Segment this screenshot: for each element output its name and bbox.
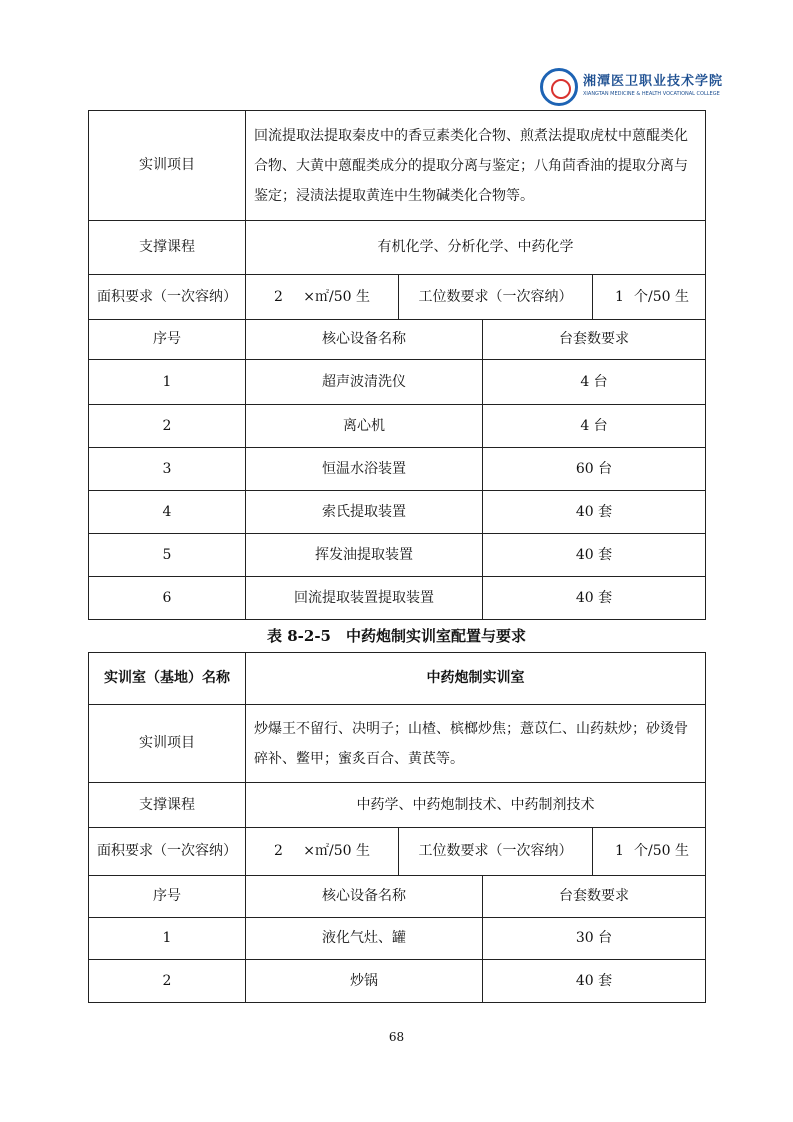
- station-num: 1: [615, 288, 624, 305]
- row-equipment: 恒温水浴装置: [246, 448, 483, 491]
- table-row: [89, 960, 706, 1003]
- area-unit: ×㎡/50 生: [303, 288, 370, 305]
- col-qty-header: 台套数要求: [483, 876, 706, 918]
- room-name: 中药炮制实训室: [246, 653, 706, 705]
- lab-config-table-1: [88, 110, 706, 620]
- row-no: 2: [89, 405, 246, 448]
- row-qty: 40 套: [483, 534, 706, 577]
- table-row: [89, 653, 706, 705]
- station-value: [593, 843, 705, 860]
- area-unit: ×㎡/50 生: [303, 843, 370, 860]
- course-label: 支撑课程: [89, 783, 246, 828]
- row-qty: 30 台: [483, 918, 706, 960]
- table-row: [89, 783, 706, 828]
- project-text: 炒爆王不留行、决明子；山楂、槟榔炒焦；薏苡仁、山药麸炒；砂烫骨碎补、鳖甲；蜜炙百合、黄芪等。: [246, 705, 706, 783]
- project-label: 实训项目: [89, 111, 246, 221]
- table-row: [89, 448, 706, 491]
- course-text: 有机化学、分析化学、中药化学: [246, 221, 706, 275]
- area-value: [246, 828, 399, 876]
- logo-english-name: XIANGTAN MEDICINE & HEALTH VOCATIONAL COLLEGE: [583, 91, 720, 97]
- project-text: 回流提取法提取秦皮中的香豆素类化合物、煎煮法提取虎杖中蒽醌类化合物、大黄中蒽醌类成分的提取分离与鉴定；八角茴香油的提取分离与鉴定；浸渍法提取黄连中生物碱类化合物等。: [246, 111, 706, 221]
- table-header-row: [89, 876, 706, 918]
- row-qty: 40 套: [483, 491, 706, 534]
- table-row: [89, 705, 706, 783]
- col-name-header: 核心设备名称: [246, 320, 483, 360]
- table-row: [89, 491, 706, 534]
- table-row: [89, 577, 706, 620]
- table-row: [89, 275, 706, 320]
- page-number: 68: [388, 1030, 405, 1044]
- row-no: 1: [89, 360, 246, 405]
- area-value: [246, 275, 399, 320]
- col-no-header: 序号: [89, 876, 246, 918]
- station-label: 工位数要求（一次容纳）: [399, 275, 593, 319]
- col-name-header: 核心设备名称: [246, 876, 483, 918]
- area-num: 2: [274, 843, 283, 860]
- row-equipment: 索氏提取装置: [246, 491, 483, 534]
- area-label: 面积要求（一次容纳）: [89, 275, 246, 320]
- row-qty: 40 套: [483, 577, 706, 620]
- table-row: [89, 221, 706, 275]
- row-qty: 4 台: [483, 405, 706, 448]
- row-qty: 40 套: [483, 960, 706, 1003]
- course-text: 中药学、中药炮制技术、中药制剂技术: [246, 783, 706, 828]
- table-row: [89, 111, 706, 221]
- col-qty-header: 台套数要求: [483, 320, 706, 360]
- row-equipment: 回流提取装置提取装置: [246, 577, 483, 620]
- row-qty: 60 台: [483, 448, 706, 491]
- row-qty: 4 台: [483, 360, 706, 405]
- station-num: 1: [615, 843, 624, 860]
- station-unit: 个/50 生: [634, 288, 690, 305]
- row-no: 5: [89, 534, 246, 577]
- course-label: 支撑课程: [89, 221, 246, 275]
- area-num: 2: [274, 288, 283, 305]
- table-row: [89, 828, 706, 876]
- table-row: [89, 360, 706, 405]
- row-equipment: 炒锅: [246, 960, 483, 1003]
- lab-config-table-2: [88, 652, 706, 1003]
- row-no: 6: [89, 577, 246, 620]
- row-no: 1: [89, 918, 246, 960]
- table-row: [89, 918, 706, 960]
- table-caption: 表 8-2-5 中药炮制实训室配置与要求: [267, 627, 526, 645]
- row-equipment: 挥发油提取装置: [246, 534, 483, 577]
- station-cell: [399, 275, 706, 320]
- row-no: 2: [89, 960, 246, 1003]
- row-no: 3: [89, 448, 246, 491]
- room-label: 实训室（基地）名称: [89, 653, 246, 705]
- row-equipment: 离心机: [246, 405, 483, 448]
- station-cell: [399, 828, 706, 876]
- college-seal-icon: [540, 68, 578, 106]
- col-no-header: 序号: [89, 320, 246, 360]
- row-equipment: 液化气灶、罐: [246, 918, 483, 960]
- table-row: [89, 534, 706, 577]
- table-row: [89, 405, 706, 448]
- project-label: 实训项目: [89, 705, 246, 783]
- college-logo: [540, 68, 724, 108]
- logo-chinese-name: 湘潭医卫职业技术学院: [583, 74, 724, 89]
- table-header-row: [89, 320, 706, 360]
- station-label: 工位数要求（一次容纳）: [399, 828, 593, 875]
- row-no: 4: [89, 491, 246, 534]
- row-equipment: 超声波清洗仪: [246, 360, 483, 405]
- area-label: 面积要求（一次容纳）: [89, 828, 246, 876]
- station-value: [593, 289, 705, 306]
- station-unit: 个/50 生: [634, 843, 689, 860]
